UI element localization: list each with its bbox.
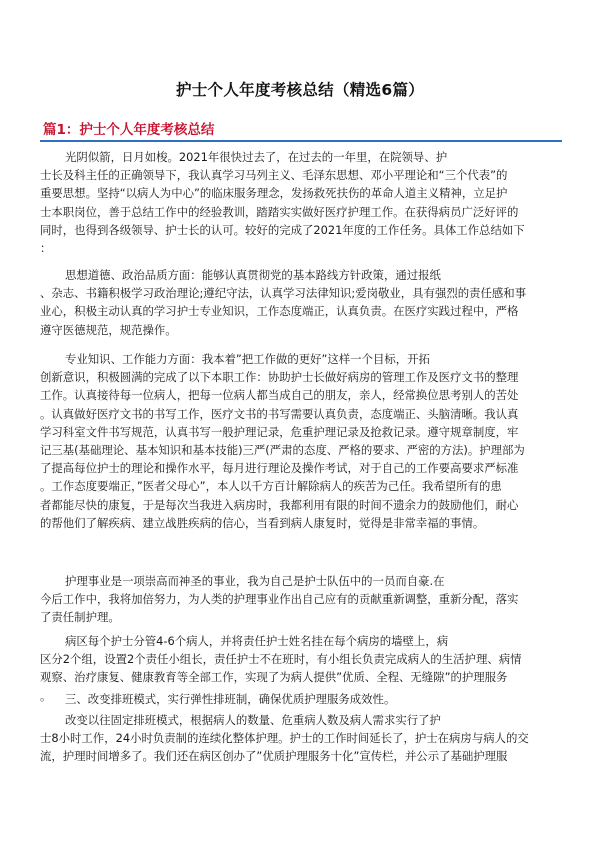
paragraph-2 bbox=[40, 266, 562, 339]
text-line: 士8小时工作，24小时负责制的连续化整体护理。护士的工作时间延长了，护士在病房与病人的交 bbox=[40, 731, 529, 746]
text-line: 重要思想。坚持“以病人为中心”的临床服务理念，发扬救死扶伤的革命人道主义精神，立足护 bbox=[40, 186, 508, 201]
paragraph-1 bbox=[40, 148, 562, 257]
text-line: 护理事业是一项崇高而神圣的事业，我为自己是护士队伍中的一员而自豪.在 bbox=[65, 574, 445, 588]
text-line: 病区每个护士分管4-6个病人，并将责任护士姓名挂在每个病房的墙壁上，病 bbox=[65, 634, 449, 648]
text-line: 三、改变排班模式，实行弹性排班制，确保优质护理服务成效性。 bbox=[65, 692, 396, 706]
text-line: 、杂志、书籍积极学习政治理论;遵纪守法，认真学习法律知识;爱岗敬业，具有强烈的责任感和事 bbox=[40, 286, 527, 301]
document-title: 护士个人年度考核总结（精选6篇） bbox=[175, 81, 425, 99]
text-line: 光阴似箭，日月如梭。2021年很快过去了，在过去的一年里，在院领导、护 bbox=[65, 150, 448, 164]
text-line: 了提高每位护士的理论和操作水平，每月进行理论及操作考试，对于自己的工作要高要求严标准 bbox=[40, 461, 519, 476]
text-line: 区分2个组，设置2个责任小组长，责任护士不在班时，有小组长负责完成病人的生活护理、病情 bbox=[40, 652, 522, 667]
text-line: 流，护理时间增多了。我们还在病区创办了”优质护理服务十化”宣传栏，并公示了基础护理服 bbox=[40, 749, 508, 764]
text-line: 思想道德、政治品质方面：能够认真贯彻党的基本路线方针政策，通过报纸 bbox=[65, 268, 441, 282]
text-line: 。工作态度要端正，”医者父母心”，本人以千方百计解除病人的疾苦为己任。我希望所有的患 bbox=[40, 479, 502, 494]
paragraph-7 bbox=[40, 711, 562, 766]
text-line: 今后工作中，我将加倍努力，为人类的护理事业作出自己应有的贡献重新调整，重新分配，落实 bbox=[40, 592, 519, 607]
text-line: 记三基(基础理论、基本知识和基本技能)三严(严肃的态度、严格的要求、严密的方法)。护理部为 bbox=[40, 442, 525, 457]
text-line: 了责任制护理。 bbox=[40, 610, 120, 625]
paragraph-3 bbox=[40, 350, 562, 532]
text-line: 者都能尽快的康复，于是每次当我进入病房时，我都利用有限的时间不遗余力的鼓励他们，耐心 bbox=[40, 497, 519, 512]
section-divider bbox=[40, 140, 562, 142]
text-line: 工作。认真接待每一位病人，把每一位病人都当成自己的朋友，亲人，经常换位思考别人的苦处 bbox=[40, 388, 519, 403]
text-line: 的帮他们了解疾病、建立战胜疾病的信心，当看到病人康复时，觉得是非常幸福的事情。 bbox=[40, 515, 485, 530]
text-line: 学习科室文件书写规范，认真书写一般护理记录，危重护理记录及抢救记录。遵守规章制度，牢 bbox=[40, 424, 519, 439]
text-line: 观察、治疗康复、健康教育等全部工作，实现了为病人提供”优质、全程、无缝隙”的护理服务 bbox=[40, 670, 508, 685]
text-line: 创新意识，积极圆满的完成了以下本职工作：协助护士长做好病房的管理工作及医疗文书的整理 bbox=[40, 370, 519, 385]
text-line: 。 bbox=[40, 688, 52, 703]
text-line: 同时，也得到各级领导、护士长的认可。较好的完成了2021年度的工作任务。具体工作总结如下 bbox=[40, 222, 525, 237]
paragraph-6 bbox=[40, 690, 562, 708]
text-line: 。认真做好医疗文书的书写工作，医疗文书的书写需要认真负责，态度端正、头脑清晰。我认真 bbox=[40, 406, 519, 421]
text-line: 士长及科主任的正确领导下，我认真学习马列主义、毛泽东思想、邓小平理论和“三个代表”的 bbox=[40, 168, 508, 183]
text-line: ： bbox=[40, 240, 52, 255]
text-line: 遵守医德规范，规范操作。 bbox=[40, 322, 177, 337]
text-line: 专业知识、工作能力方面：我本着”把工作做的更好”这样一个目标，开拓 bbox=[65, 352, 430, 366]
text-line: 士本职岗位，善于总结工作中的经验教训，踏踏实实做好医疗护理工作。在获得病员广泛好评的 bbox=[40, 204, 519, 219]
paragraph-4 bbox=[40, 572, 562, 627]
text-line: 改变以往固定排班模式，根据病人的数量、危重病人数及病人需求实行了护 bbox=[65, 713, 441, 727]
text-line: 业心，积极主动认真的学习护士专业知识，工作态度端正，认真负责。在医疗实践过程中，严格 bbox=[40, 304, 519, 319]
section-heading: 篇1：护士个人年度考核总结 bbox=[43, 122, 215, 138]
